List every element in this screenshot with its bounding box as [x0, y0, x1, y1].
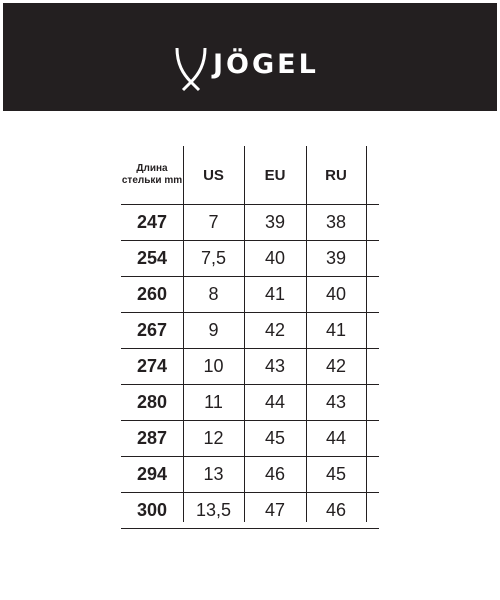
- insole-length-cell: 300: [136, 499, 168, 520]
- us-size-cell: 7,5: [200, 247, 227, 268]
- us-size-cell: 13,5: [195, 499, 232, 520]
- ru-size-cell: 45: [325, 463, 347, 484]
- eu-size-cell: 44: [264, 391, 286, 412]
- insole-length-cell: 260: [136, 283, 168, 304]
- column-divider: [366, 146, 367, 522]
- eu-size-cell: 46: [264, 463, 286, 484]
- insole-length-cell: 247: [136, 211, 168, 232]
- ru-size-cell: 46: [325, 499, 347, 520]
- table-bottom-border: [121, 528, 379, 529]
- us-size-cell: 7: [208, 211, 219, 232]
- ru-size-cell: 38: [325, 211, 347, 232]
- ru-size-cell: 41: [325, 319, 347, 340]
- eu-size-cell: 41: [264, 283, 286, 304]
- ru-size-cell: 42: [325, 355, 347, 376]
- eu-size-cell: 39: [264, 211, 286, 232]
- brand-logo-text: JÖGEL: [213, 49, 319, 80]
- insole-length-cell: 294: [136, 463, 168, 484]
- insole-length-cell: 287: [136, 427, 168, 448]
- brand-header: [3, 3, 497, 111]
- us-size-cell: 8: [208, 283, 219, 304]
- ru-size-cell: 44: [325, 427, 347, 448]
- insole-length-cell: 267: [136, 319, 168, 340]
- us-size-cell: 13: [203, 463, 224, 484]
- us-size-cell: 10: [203, 355, 224, 376]
- header-us: US: [203, 166, 224, 184]
- eu-size-cell: 43: [264, 355, 286, 376]
- eu-size-cell: 45: [264, 427, 286, 448]
- eu-size-cell: 47: [264, 499, 286, 520]
- us-size-cell: 12: [203, 427, 224, 448]
- header-insole-length: Длина стельки mm: [121, 163, 183, 186]
- ru-size-cell: 39: [325, 247, 347, 268]
- insole-length-cell: 280: [136, 391, 168, 412]
- insole-length-cell: 274: [136, 355, 168, 376]
- insole-length-cell: 254: [136, 247, 168, 268]
- eu-size-cell: 42: [264, 319, 286, 340]
- us-size-cell: 9: [208, 319, 219, 340]
- us-size-cell: 11: [204, 391, 223, 412]
- header-ru: RU: [325, 166, 347, 184]
- eu-size-cell: 40: [264, 247, 286, 268]
- header-eu: EU: [264, 166, 286, 184]
- ru-size-cell: 43: [325, 391, 347, 412]
- size-chart-table: [121, 146, 379, 522]
- jogel-v-mark-icon: [171, 44, 211, 92]
- ru-size-cell: 40: [325, 283, 347, 304]
